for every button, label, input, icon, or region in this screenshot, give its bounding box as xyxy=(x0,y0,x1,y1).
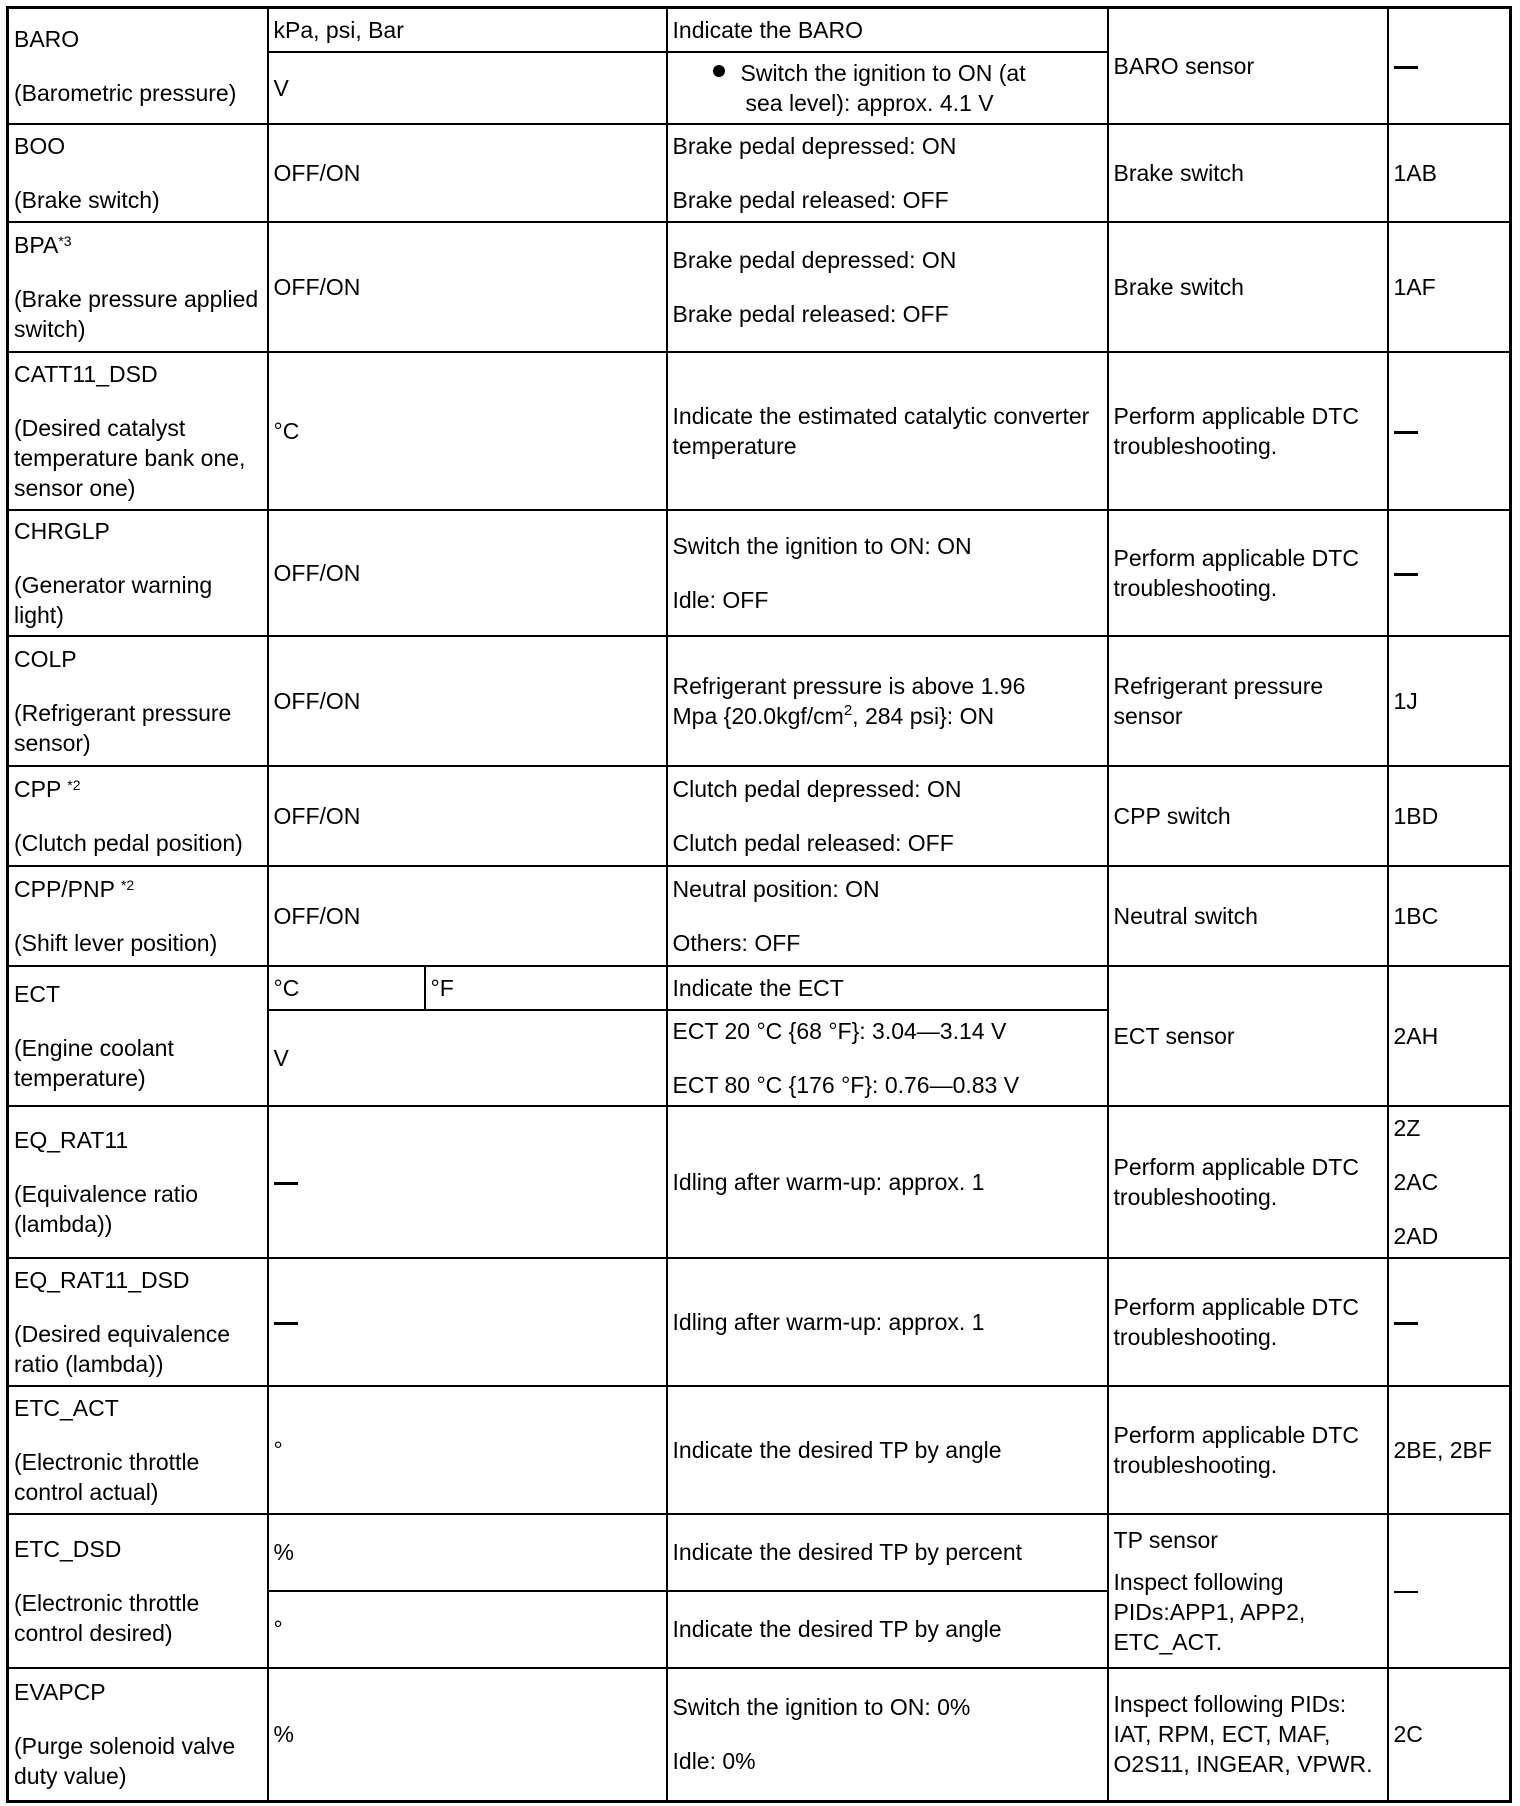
unit-cell: OFF/ON xyxy=(268,124,667,222)
pid-cell xyxy=(8,1258,268,1386)
terminal-cell: 1J xyxy=(1388,636,1511,766)
dash-mark xyxy=(274,1182,298,1185)
table-row xyxy=(8,1258,1511,1386)
condition-text: Brake pedal depressed: ON xyxy=(672,246,957,273)
dash-mark xyxy=(1394,573,1418,576)
terminal-value: 2AC xyxy=(1393,1168,1439,1195)
action-cell: Neutral switch xyxy=(1108,866,1388,966)
condition-cell xyxy=(667,52,1108,124)
condition-cell: Idling after warm-up: approx. 1 xyxy=(667,1258,1108,1386)
terminal-cell xyxy=(1388,8,1511,124)
terminal-cell xyxy=(1388,1514,1511,1668)
condition-cell xyxy=(667,124,1108,222)
condition-cell xyxy=(667,866,1108,966)
condition-text: Clutch pedal released: OFF xyxy=(672,829,954,856)
table-row xyxy=(8,124,1511,222)
dash-mark xyxy=(1394,431,1418,434)
terminal-value: 2AD xyxy=(1393,1222,1439,1249)
condition-cell xyxy=(667,1668,1108,1802)
unit-cell: % xyxy=(268,1514,667,1591)
condition-text: sea level): approx. 4.1 V xyxy=(745,89,994,116)
action-cell: Perform applicable DTC troubleshooting. xyxy=(1108,352,1388,510)
pid-cell xyxy=(8,1668,268,1802)
action-cell: Perform applicable DTC troubleshooting. xyxy=(1108,1386,1388,1514)
condition-cell: Idling after warm-up: approx. 1 xyxy=(667,1106,1108,1258)
pid-description: (Brake switch) xyxy=(14,186,160,213)
action-cell: Perform applicable DTC troubleshooting. xyxy=(1108,1258,1388,1386)
unit-cell: °F xyxy=(425,966,667,1010)
action-cell: Perform applicable DTC troubleshooting. xyxy=(1108,1106,1388,1258)
condition-text: Brake pedal depressed: ON xyxy=(672,132,957,159)
pid-cell xyxy=(8,352,268,510)
pid-description: (Desired catalyst temperature bank one, sensor one) xyxy=(14,414,246,501)
action-cell: BARO sensor xyxy=(1108,8,1388,124)
action-cell: Brake switch xyxy=(1108,124,1388,222)
terminal-cell: 2BE, 2BF xyxy=(1388,1386,1511,1514)
pid-cell xyxy=(8,222,268,352)
condition-text: Idle: 0% xyxy=(672,1748,756,1775)
terminal-cell: 1BC xyxy=(1388,866,1511,966)
terminal-cell: 2C xyxy=(1388,1668,1511,1802)
unit-cell: °C xyxy=(268,966,425,1010)
condition-cell: Indicate the desired TP by angle xyxy=(667,1591,1108,1668)
table-row xyxy=(8,636,1511,766)
table-row xyxy=(8,1668,1511,1802)
terminal-cell xyxy=(1388,1258,1511,1386)
unit-cell: OFF/ON xyxy=(268,766,667,866)
footnote-mark: *2 xyxy=(120,876,135,893)
terminal-value: 2Z xyxy=(1393,1114,1421,1141)
condition-cell xyxy=(667,222,1108,352)
pid-description: (Engine coolant temperature) xyxy=(14,1034,174,1091)
pid-cell xyxy=(8,8,268,124)
unit-cell: % xyxy=(268,1668,667,1802)
terminal-cell: 1AF xyxy=(1388,222,1511,352)
dash-mark xyxy=(1394,1322,1418,1325)
terminal-cell xyxy=(1388,510,1511,636)
condition-cell xyxy=(667,766,1108,866)
condition-text: Mpa {20.0kgf/cm xyxy=(672,702,844,729)
pid-name: CPP/PNP xyxy=(14,875,115,902)
pid-name: ETC_ACT xyxy=(14,1394,119,1421)
table-row xyxy=(8,766,1511,866)
table-row xyxy=(8,510,1511,636)
footnote-mark: *2 xyxy=(67,776,81,793)
terminal-cell: 1BD xyxy=(1388,766,1511,866)
unit-cell: ° xyxy=(268,1386,667,1514)
table-row xyxy=(8,1106,1511,1258)
action-cell: CPP switch xyxy=(1108,766,1388,866)
pid-description: (Equivalence ratio (lambda)) xyxy=(14,1180,199,1237)
pid-name: ETC_DSD xyxy=(14,1535,122,1562)
condition-cell: Indicate the ECT xyxy=(667,966,1108,1010)
unit-cell: V xyxy=(268,52,667,124)
pid-table-sheet xyxy=(6,6,1509,1801)
condition-text: Others: OFF xyxy=(672,929,801,956)
condition-text: ECT 80 °C {176 °F}: 0.76—0.83 V xyxy=(672,1071,1020,1098)
pid-name: EQ_RAT11_DSD xyxy=(14,1266,190,1293)
table-row xyxy=(8,222,1511,352)
terminal-cell xyxy=(1388,1106,1511,1258)
dash-mark xyxy=(1394,1591,1418,1593)
table-row xyxy=(8,1514,1511,1591)
pid-name: CPP xyxy=(14,775,61,802)
condition-cell: Indicate the BARO xyxy=(667,8,1108,52)
unit-cell xyxy=(268,1106,667,1258)
action-text: Inspect following PIDs:APP1, APP2, ETC_ACT. xyxy=(1113,1568,1306,1655)
condition-text: , 284 psi}: ON xyxy=(852,702,995,729)
pid-cell xyxy=(8,966,268,1106)
pid-cell xyxy=(8,1514,268,1668)
condition-text: ECT 20 °C {68 °F}: 3.04—3.14 V xyxy=(672,1017,1007,1044)
action-cell: Perform applicable DTC troubleshooting. xyxy=(1108,510,1388,636)
unit-cell: OFF/ON xyxy=(268,636,667,766)
condition-cell xyxy=(667,1010,1108,1106)
unit-cell: V xyxy=(268,1010,667,1106)
footnote-mark: *3 xyxy=(58,232,72,249)
superscript: 2 xyxy=(843,701,853,719)
condition-text: Brake pedal released: OFF xyxy=(672,186,949,213)
condition-text: Brake pedal released: OFF xyxy=(672,300,949,327)
pid-cell xyxy=(8,1106,268,1258)
pid-name: ECT xyxy=(14,980,60,1007)
action-cell: ECT sensor xyxy=(1108,966,1388,1106)
unit-cell: kPa, psi, Bar xyxy=(268,8,667,52)
pid-name: BPA xyxy=(14,231,59,258)
pid-monitor-table xyxy=(6,6,1512,1803)
terminal-cell xyxy=(1388,352,1511,510)
pid-cell xyxy=(8,1386,268,1514)
table-row xyxy=(8,352,1511,510)
terminal-cell: 1AB xyxy=(1388,124,1511,222)
condition-text: Switch the ignition to ON: 0% xyxy=(672,1694,971,1721)
pid-name: CHRGLP xyxy=(14,517,110,544)
condition-text: Switch the ignition to ON: ON xyxy=(672,532,972,559)
pid-cell xyxy=(8,866,268,966)
pid-description: (Refrigerant pressure sensor) xyxy=(14,699,232,756)
condition-text: Switch the ignition to ON (at xyxy=(740,59,1026,86)
unit-cell xyxy=(268,1258,667,1386)
pid-description: (Brake pressure applied switch) xyxy=(14,285,259,342)
condition-cell xyxy=(667,510,1108,636)
dash-mark xyxy=(1394,66,1418,69)
pid-description: (Electronic throttle control actual) xyxy=(14,1448,200,1505)
pid-description: (Generator warning light) xyxy=(14,571,213,628)
pid-name: BOO xyxy=(14,132,66,159)
unit-cell: °C xyxy=(268,352,667,510)
condition-cell: Indicate the desired TP by percent xyxy=(667,1514,1108,1591)
action-cell: Inspect following PIDs: IAT, RPM, ECT, MAF, O2S11, INGEAR, VPWR. xyxy=(1108,1668,1388,1802)
table-row xyxy=(8,1386,1511,1514)
action-text: TP sensor xyxy=(1113,1526,1218,1553)
pid-name: COLP xyxy=(14,645,77,672)
action-cell xyxy=(1108,1514,1388,1668)
dash-mark xyxy=(274,1322,298,1325)
pid-description: (Electronic throttle control desired) xyxy=(14,1589,200,1646)
pid-name: CATT11_DSD xyxy=(14,360,158,387)
bullet-icon xyxy=(713,65,725,77)
terminal-cell: 2AH xyxy=(1388,966,1511,1106)
pid-name: BARO xyxy=(14,25,80,52)
pid-cell xyxy=(8,766,268,866)
table-row xyxy=(8,8,1511,52)
action-cell: Refrigerant pressure sensor xyxy=(1108,636,1388,766)
condition-text: Neutral position: ON xyxy=(672,875,880,902)
condition-text: Idle: OFF xyxy=(672,586,769,613)
pid-description: (Shift lever position) xyxy=(14,929,218,956)
condition-cell: Indicate the desired TP by angle xyxy=(667,1386,1108,1514)
condition-cell: Indicate the estimated catalytic converter temperature xyxy=(667,352,1108,510)
unit-cell: OFF/ON xyxy=(268,222,667,352)
unit-cell: ° xyxy=(268,1591,667,1668)
condition-cell xyxy=(667,636,1108,766)
pid-name: EQ_RAT11 xyxy=(14,1126,129,1153)
pid-description: (Clutch pedal position) xyxy=(14,829,243,856)
pid-cell xyxy=(8,510,268,636)
pid-cell xyxy=(8,636,268,766)
action-cell: Brake switch xyxy=(1108,222,1388,352)
pid-cell xyxy=(8,124,268,222)
unit-cell: OFF/ON xyxy=(268,510,667,636)
table-row xyxy=(8,966,1511,1010)
table-row xyxy=(8,866,1511,966)
pid-description: (Purge solenoid valve duty value) xyxy=(14,1733,236,1790)
pid-description: (Barometric pressure) xyxy=(14,79,237,106)
unit-cell: OFF/ON xyxy=(268,866,667,966)
pid-name: EVAPCP xyxy=(14,1679,106,1706)
condition-text: Clutch pedal depressed: ON xyxy=(672,775,962,802)
pid-description: (Desired equivalence ratio (lambda)) xyxy=(14,1320,231,1377)
condition-text: Refrigerant pressure is above 1.96 xyxy=(672,672,1026,699)
